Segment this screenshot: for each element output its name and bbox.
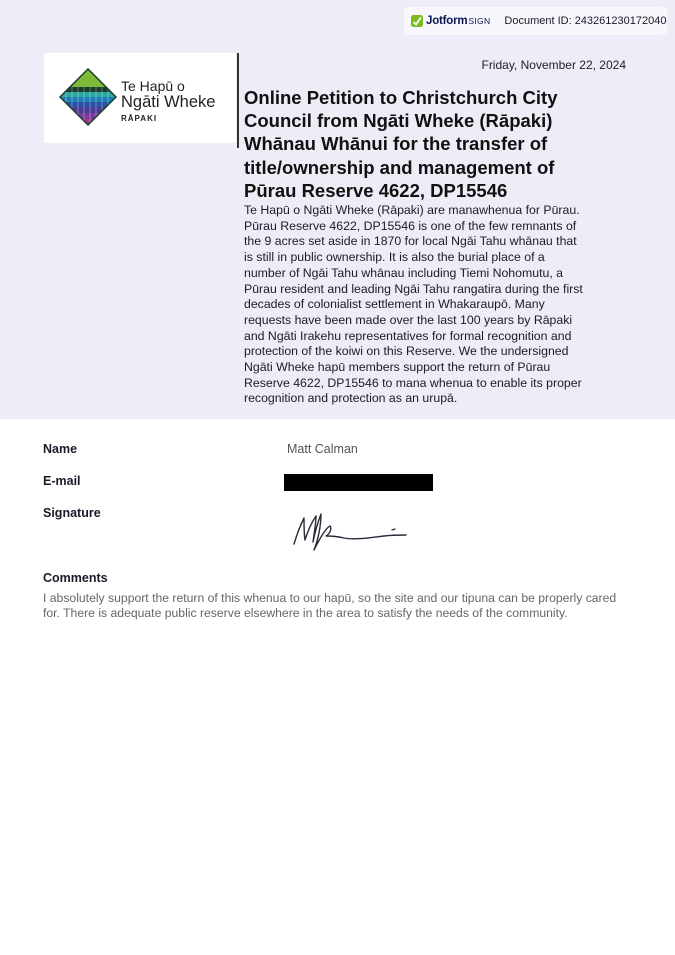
petition-title: [244, 86, 654, 202]
document-id: Document ID: 243261230172040: [504, 15, 667, 27]
description-line: Te Hapū o Ngāti Wheke (Rāpaki) are manawhenua for Pūrau.: [244, 203, 580, 217]
jotform-brand: Jotform: [426, 15, 468, 27]
jotform-logo: [411, 15, 490, 27]
document-header: [0, 0, 675, 419]
logo-text-line1: Te Hapū o: [121, 78, 185, 94]
jotform-icon: [411, 15, 423, 27]
description-line: Reserve 4622, DP15546 to mana whenua to enable its proper: [244, 375, 582, 390]
document-date: Friday, November 22, 2024: [481, 58, 626, 72]
title-line: Online Petition to Christchurch City: [244, 87, 558, 108]
description-line: Ngāti Wheke hapū members support the return of Pūrau: [244, 360, 551, 375]
petition-description: [244, 203, 639, 407]
name-value: Matt Calman: [287, 442, 358, 456]
description-line: recognition and protection as an urupā.: [244, 391, 458, 406]
comments-line: for. There is adequate public reserve elsewhere in the area to satisfy the needs of the community.: [43, 605, 568, 620]
title-line: title/ownership and management of: [244, 156, 555, 178]
title-line: Council from Ngāti Wheke (Rāpaki): [244, 110, 553, 132]
description-line: requests have been made over the last 100 years by Rāpaki: [244, 312, 573, 327]
description-line: the 9 acres set aside in 1870 for local Ngāi Tahu whānau that: [244, 234, 577, 249]
jotform-sign-badge: [404, 7, 667, 35]
description-line: protection of the koiwi on this Reserve. We the undersigned: [244, 344, 569, 359]
description-line: and Ngāti Irakehu representatives for formal recognition and: [244, 328, 572, 343]
logo-text-line3: RĀPAKI: [121, 114, 158, 123]
description-line: number of Ngāi Tahu whānau including Tiemi Nohomutu, a: [244, 265, 563, 280]
title-line: Pūrau Reserve 4622, DP15546: [244, 179, 508, 201]
comments-text: [43, 591, 643, 620]
title-line: Whānau Whānui for the transfer of: [244, 133, 548, 155]
signature-image: [288, 508, 413, 556]
logo-text-line2: Ngāti Wheke: [121, 93, 216, 111]
description-line: is still in public ownership. It is also the burial place of a: [244, 250, 545, 265]
email-redaction: [284, 474, 433, 491]
description-line: decades of colonialist settlement in Whakaraupō. Many: [244, 297, 545, 312]
organisation-logo: [44, 53, 236, 143]
description-line: Pūrau resident and leading Ngāi Tahu rangatira during the first: [244, 281, 583, 296]
signature-label: Signature: [43, 506, 101, 520]
logo-divider: [237, 53, 239, 148]
comments-line: I absolutely support the return of this whenua to our hapū, so the site and our tipuna can be properly cared: [43, 591, 617, 605]
comments-label: Comments: [43, 571, 108, 585]
email-label: E-mail: [43, 474, 81, 488]
name-label: Name: [43, 442, 78, 456]
jotform-sign-suffix: SIGN: [468, 16, 491, 26]
description-line: Pūrau Reserve 4622, DP15546 is one of the few remnants of: [244, 218, 577, 233]
